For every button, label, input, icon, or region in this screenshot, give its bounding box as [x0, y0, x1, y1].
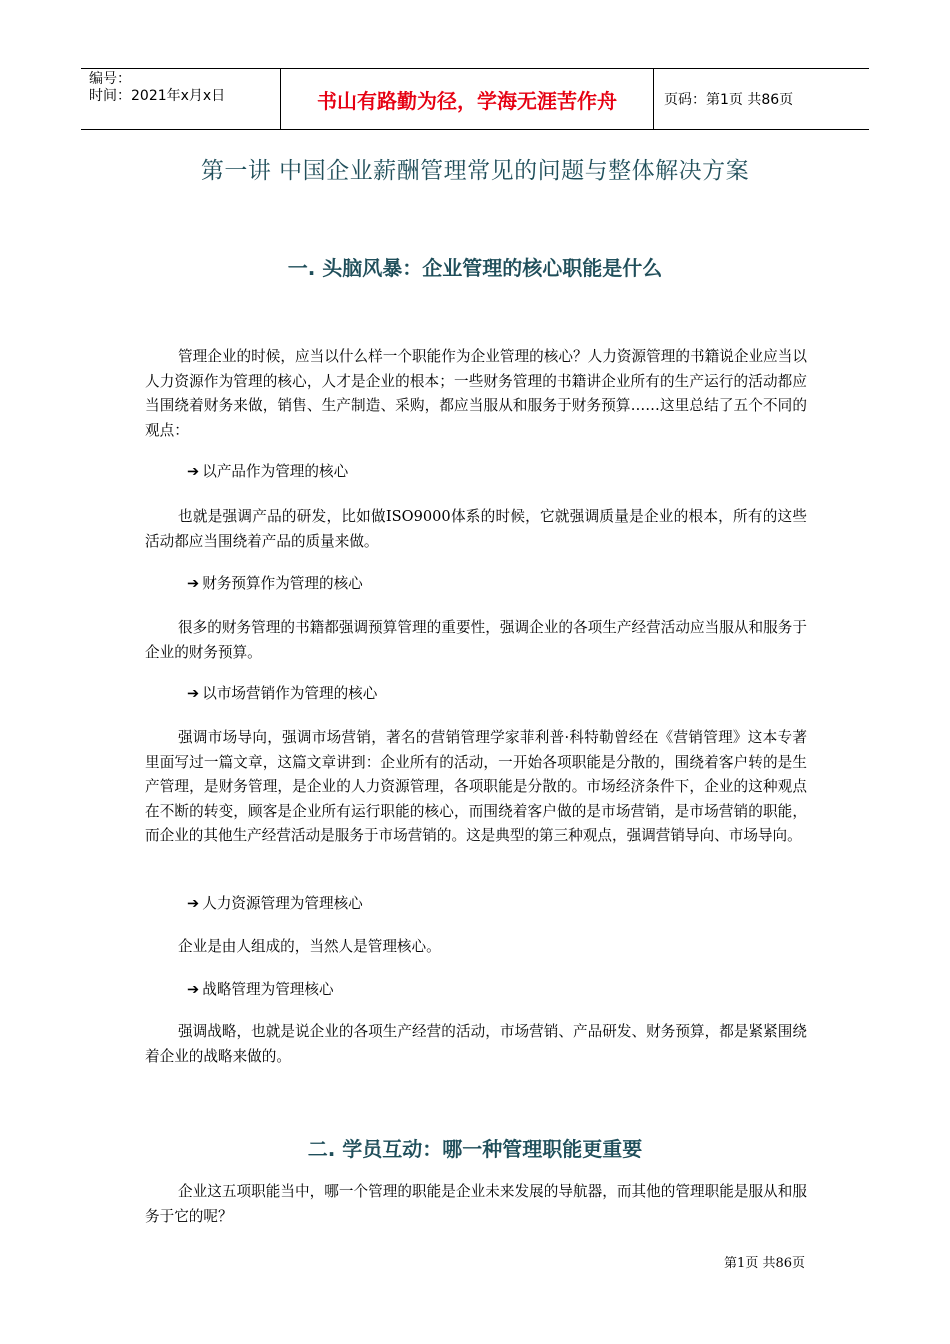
- bullet-item: [187, 893, 363, 915]
- point-text: 强调市场导向，强调市场营销，著名的营销管理学家菲利普·科特勒曾经在《营销管理》这本专著里面写过一篇文章，这篇文章讲到：企业所有的活动，一开始各项职能是分散的，围绕着客户转的是生产管理，是财务管理，是企业的人力资源管理，各项职能是分散的。市场经济条件下，企业的这种观点在不断的转变，顾客是企业所有运行职能的核心，而围绕着客户做的是市场营销，是市场营销的职能，而企业的其他生产经营活动是服务于市场营销的。这是典型的第三种观点，强调营销导向、市场导向。: [145, 729, 807, 844]
- point-text: 企业是由人组成的，当然人是管理核心。: [178, 938, 441, 955]
- arrow-right-icon: ➔: [187, 575, 200, 592]
- point-text: 也就是强调产品的研发，比如做ISO9000体系的时候，它就强调质量是企业的根本，所有的这些活动都应当围绕着产品的质量来做。: [145, 508, 807, 550]
- arrow-right-icon: ➔: [187, 685, 200, 702]
- bullet-label: 财务预算作为管理的核心: [202, 575, 363, 592]
- bullet-label: 以市场营销作为管理的核心: [202, 685, 378, 702]
- point-text: 很多的财务管理的书籍都强调预算管理的重要性，强调企业的各项生产经营活动应当服从和服务于企业的财务预算。: [145, 619, 807, 661]
- bullet-item: [187, 683, 377, 705]
- section1-intro: 管理企业的时候，应当以什么样一个职能作为企业管理的核心？人力资源管理的书籍说企业应当以人力资源作为管理的核心，人才是企业的根本；一些财务管理的书籍讲企业所有的生产运行的活动都应当围绕着财务来做，销售、生产制造、采购，都应当服从和服务于财务预算……这里总结了五个不同的观点：: [145, 348, 807, 439]
- page-header: [81, 68, 869, 130]
- header-motto: 书山有路勤为径，学海无涯苦作舟: [281, 69, 654, 129]
- bullet-item: [187, 979, 334, 1001]
- bullet-item: [187, 461, 348, 483]
- bullet-label: 人力资源管理为管理核心: [202, 895, 363, 912]
- arrow-right-icon: ➔: [187, 463, 200, 480]
- bullet-label: 以产品作为管理的核心: [202, 463, 349, 480]
- arrow-right-icon: ➔: [187, 981, 200, 998]
- page-footer: 第1页 共86页: [724, 1256, 805, 1271]
- bullet-label: 战略管理为管理核心: [202, 981, 334, 998]
- date-label: 时间：2021年x月x日: [89, 88, 226, 104]
- arrow-right-icon: ➔: [187, 895, 200, 912]
- point-text: 强调战略，也就是说企业的各项生产经营的活动，市场营销、产品研发、财务预算，都是紧紧围绕着企业的战略来做的。: [145, 1023, 807, 1065]
- header-page-label: 页码：第1页 共86页: [664, 92, 794, 108]
- number-label: 编号：: [89, 71, 131, 87]
- section2-heading: 二. 学员互动：哪一种管理职能更重要: [307, 1137, 643, 1161]
- bullet-item: [187, 573, 363, 595]
- section1-heading: 一. 头脑风暴：企业管理的核心职能是什么: [287, 256, 663, 280]
- document-title: 第一讲 中国企业薪酬管理常见的问题与整体解决方案: [200, 158, 750, 184]
- section2-text: 企业这五项职能当中，哪一个管理的职能是企业未来发展的导航器，而其他的管理职能是服从和服务于它的呢？: [145, 1183, 807, 1225]
- header-meta: [81, 69, 281, 129]
